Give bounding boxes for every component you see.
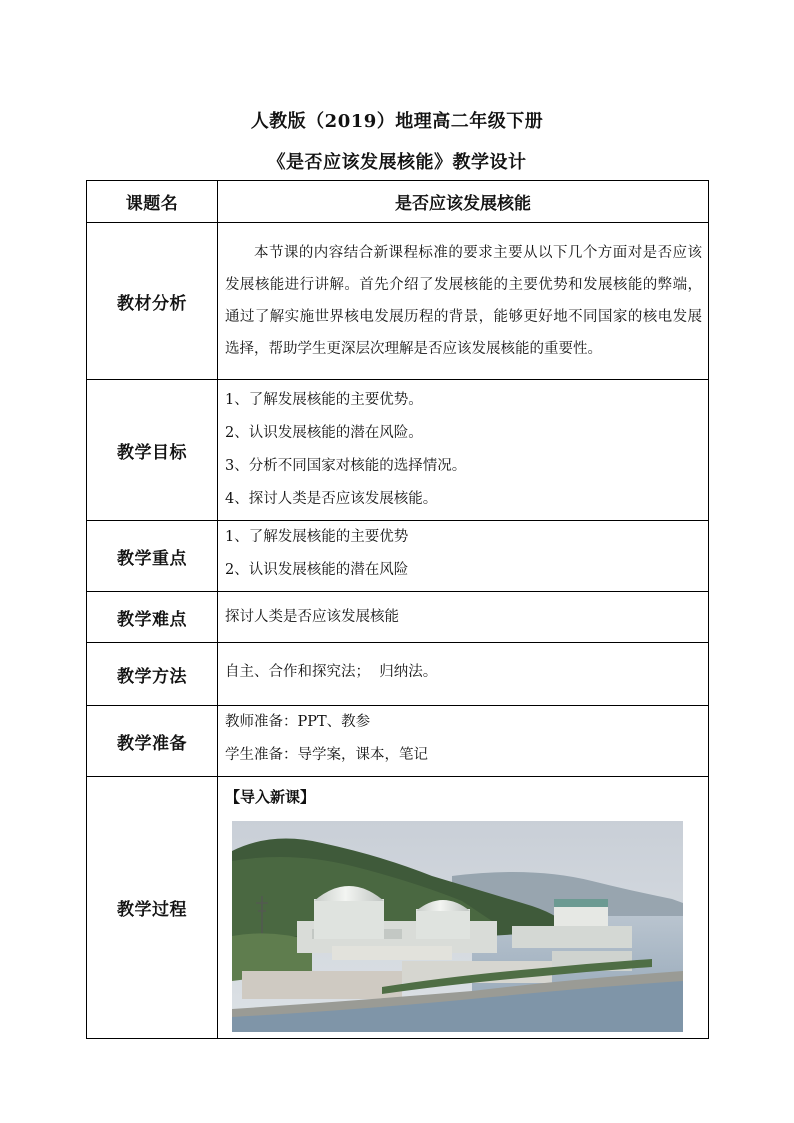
list-item: 探讨人类是否应该发展核能 — [225, 608, 399, 625]
preparation-cell — [218, 706, 709, 777]
difficulties-cell — [218, 592, 709, 643]
table-row — [87, 706, 709, 777]
document-title: 人教版（2019）地理高二年级下册 — [250, 111, 544, 132]
section-heading: 【导入新课】 — [225, 787, 316, 806]
list-item: 2、认识发展核能的潜在风险 — [225, 562, 409, 578]
row-label-teaching-goals: 教学目标 — [87, 380, 218, 521]
list-item: 教师准备：PPT、教参 — [225, 714, 371, 730]
table-row — [87, 380, 709, 521]
table-row — [87, 592, 709, 643]
nuclear-plant-photo — [232, 821, 683, 1032]
table-row — [87, 777, 709, 1039]
row-label-difficulties: 教学难点 — [87, 592, 218, 643]
list-item: 4、探讨人类是否应该发展核能。 — [225, 491, 438, 507]
row-label-topic: 课题名 — [87, 181, 218, 223]
table-row — [87, 223, 709, 380]
list-item: 1、了解发展核能的主要优势 — [225, 529, 409, 545]
table-row — [87, 181, 709, 223]
material-analysis-text: 本节课的内容结合新课程标准的要求主要从以下几个方面对是否应该发展核能进行讲解。首先介绍了发展核能的主要优势和发展核能的弊端，通过了解实施世界核电发展历程的背景，能够更好地不同国家的核电发展选择，帮助学生更深层次理解是否应该发展核能的重要性。 — [225, 245, 702, 357]
process-cell — [218, 777, 709, 1039]
table-row — [87, 521, 709, 592]
methods-cell — [218, 643, 709, 706]
teaching-goals-cell — [218, 380, 709, 521]
row-label-process: 教学过程 — [87, 777, 218, 1039]
row-label-material-analysis: 教材分析 — [87, 223, 218, 380]
row-label-preparation: 教学准备 — [87, 706, 218, 777]
list-item: 1、了解发展核能的主要优势。 — [225, 392, 423, 408]
list-item: 学生准备：导学案，课本，笔记 — [225, 747, 428, 763]
key-points-cell — [218, 521, 709, 592]
table-row — [87, 643, 709, 706]
list-item: 自主、合作和探究法； 归纳法。 — [225, 663, 438, 680]
list-item: 3、分析不同国家对核能的选择情况。 — [225, 458, 467, 474]
topic-value: 是否应该发展核能 — [218, 181, 709, 223]
row-label-key-points: 教学重点 — [87, 521, 218, 592]
document-subtitle: 《是否应该发展核能》教学设计 — [267, 152, 527, 173]
material-analysis-cell — [218, 223, 709, 380]
list-item: 2、认识发展核能的潜在风险。 — [225, 425, 423, 441]
row-label-methods: 教学方法 — [87, 643, 218, 706]
lesson-plan-table — [86, 180, 709, 1039]
